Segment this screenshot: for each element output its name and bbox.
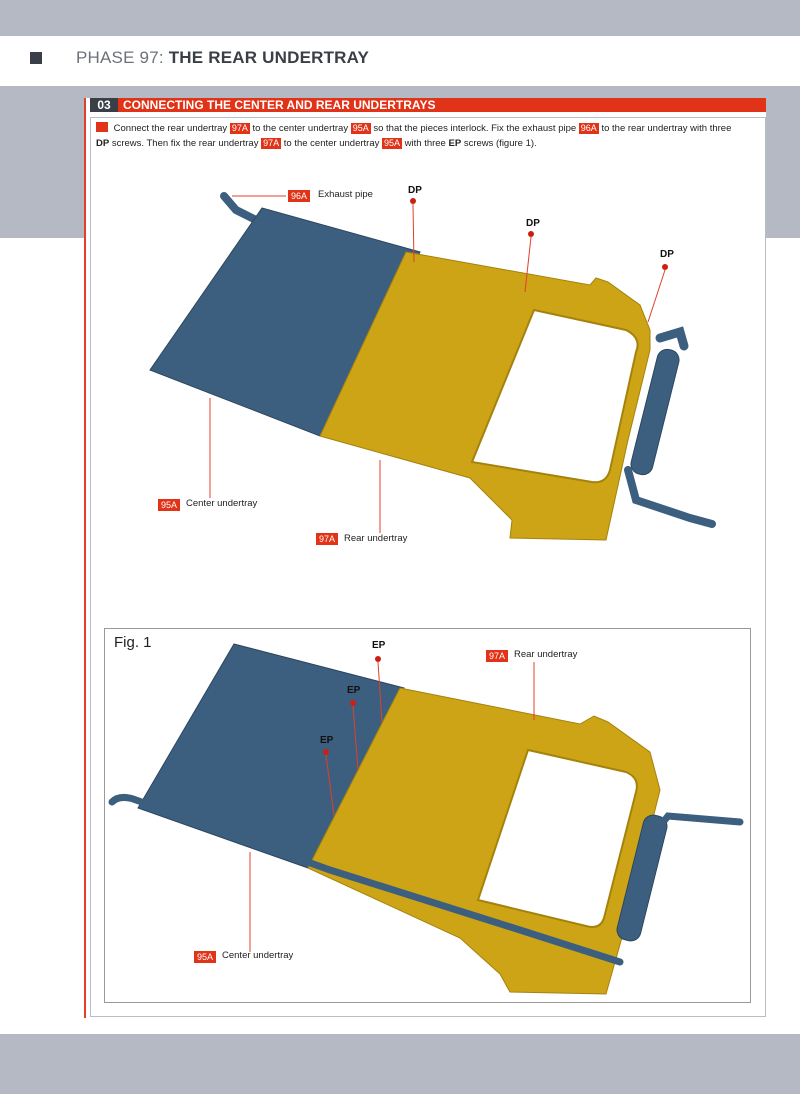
- part-tag: 96A: [580, 123, 597, 133]
- phase-title: THE REAR UNDERTRAY: [168, 48, 370, 67]
- instr-text: to the center undertray: [252, 123, 349, 134]
- ep-label: EP: [372, 640, 386, 651]
- part-tag: 97A: [231, 123, 248, 133]
- figure-title: Fig. 1: [114, 634, 152, 651]
- center-tag: 95A: [194, 951, 216, 963]
- instr-text: screws. Then fix the rear undertray: [111, 138, 259, 149]
- screw-code: EP: [448, 138, 462, 149]
- rear-tag: 97A: [316, 533, 338, 545]
- center-tag: 95A: [158, 499, 180, 511]
- instr-text: to the rear undertray with three: [601, 123, 732, 134]
- rear-label: Rear undertray: [514, 649, 578, 660]
- ep-label: EP: [320, 735, 334, 746]
- part-tag: 95A: [384, 138, 401, 148]
- phase-label: PHASE 97:: [76, 48, 169, 67]
- instr-text: so that the pieces interlock. Fix the exhaust pipe: [373, 123, 577, 134]
- exhaust-label: Exhaust pipe: [318, 189, 373, 200]
- instr-text: to the center undertray: [283, 138, 380, 149]
- instr-text: screws (figure 1).: [463, 138, 537, 149]
- dp-label: DP: [408, 185, 422, 196]
- center-label: Center undertray: [186, 498, 258, 509]
- part-tag: 95A: [352, 123, 369, 133]
- dp-label: DP: [660, 249, 674, 260]
- instr-text: Connect the rear undertray: [113, 123, 228, 134]
- ep-label: EP: [347, 685, 361, 696]
- step-number: 03: [90, 98, 118, 112]
- center-label: Center undertray: [222, 950, 294, 961]
- part-tag: 97A: [263, 138, 280, 148]
- dp-label: DP: [526, 218, 540, 229]
- rear-tag: 97A: [486, 650, 508, 662]
- step-title: CONNECTING THE CENTER AND REAR UNDERTRAYS: [123, 98, 436, 112]
- rear-label: Rear undertray: [344, 533, 408, 544]
- exhaust-tag: 96A: [288, 190, 310, 202]
- screw-code: DP: [96, 138, 110, 149]
- instr-text: with three: [404, 138, 446, 149]
